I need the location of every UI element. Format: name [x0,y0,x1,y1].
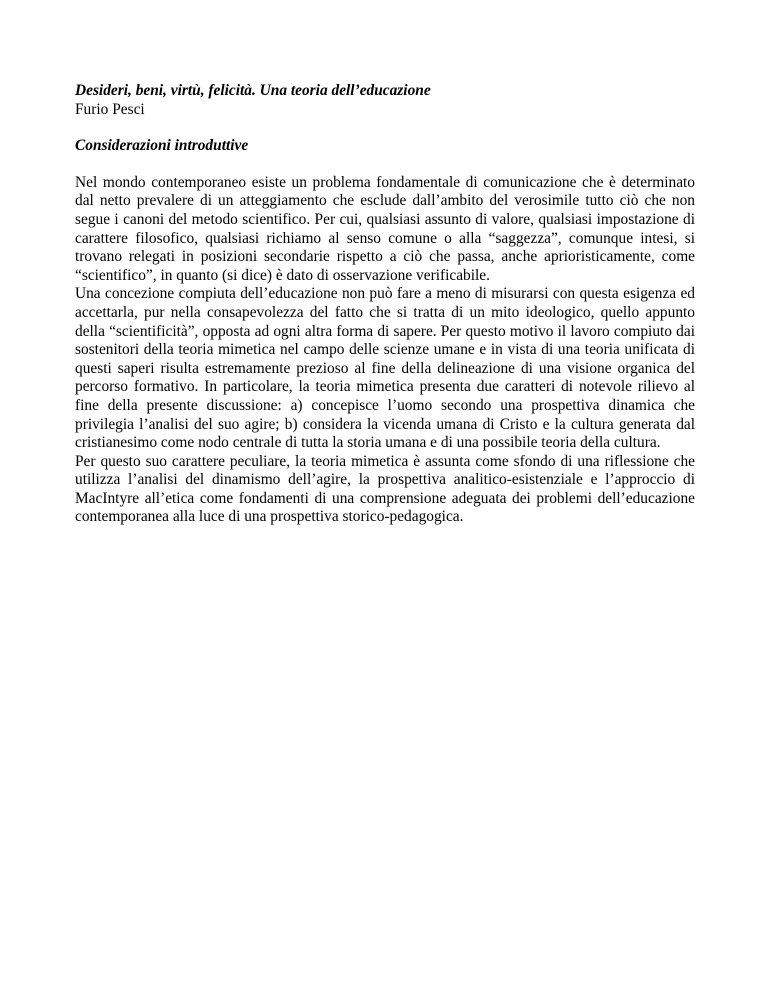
document-page [75,82,695,527]
paragraph: Nel mondo contemporaneo esiste un problema fondamentale di comunicazione che è determinato dal netto prevalere di un atteggiamento che esclude dall’ambito del verosimile tutto ciò che non segue i canoni del metodo scientifico. Per cui, qualsiasi assunto di valore, qualsiasi impostazione di carattere filosofico, qualsiasi richiamo al senso comune o alla “saggezza”, comunque intesi, si trovano relegati in posizioni secondarie rispetto a ciò che passa, anche aprioristicamente, come “scientifico”, in quanto (si dice) è dato di osservazione verificabile. [75,173,695,284]
section-heading: Considerazioni introduttive [75,137,249,155]
document-title: Desideri, beni, virtù, felicità. Una teoria dell’educazione [75,82,431,99]
document-author: Furio Pesci [75,100,145,118]
paragraph: Per questo suo carattere peculiare, la teoria mimetica è assunta come sfondo di una riflessione che utilizza l’analisi del dinamismo dell’agire, la prospettiva analitico-esistenziale e l’approccio di MacIntyre all’etica come fondamenti di una comprensione adeguata dei problemi dell’educazione contemporanea alla luce di una prospettiva storico-pedagogica. [75,452,695,526]
paragraph: Una concezione compiuta dell’educazione non può fare a meno di misurarsi con questa esigenza ed accettarla, pur nella consapevolezza del fatto che si tratta di un mito ideologico, quello appunto della “scientificità”, opposta ad ogni altra forma di sapere. Per questo motivo il lavoro compiuto dai sostenitori della teoria mimetica nel campo delle scienze umane e in vista di una teoria unificata di questi saperi risulta estremamente prezioso al fine della delineazione di una visione organica del percorso formativo. In particolare, la teoria mimetica presenta due caratteri di notevole rilievo al fine della presente discussione: a) concepisce l’uomo secondo una prospettiva dinamica che privilegia l’analisi del suo agire; b) considera la vicenda umana di Cristo e la cultura generata dal cristianesimo come nodo centrale di tutta la storia umana e di una possibile teoria della cultura. [75,285,695,452]
